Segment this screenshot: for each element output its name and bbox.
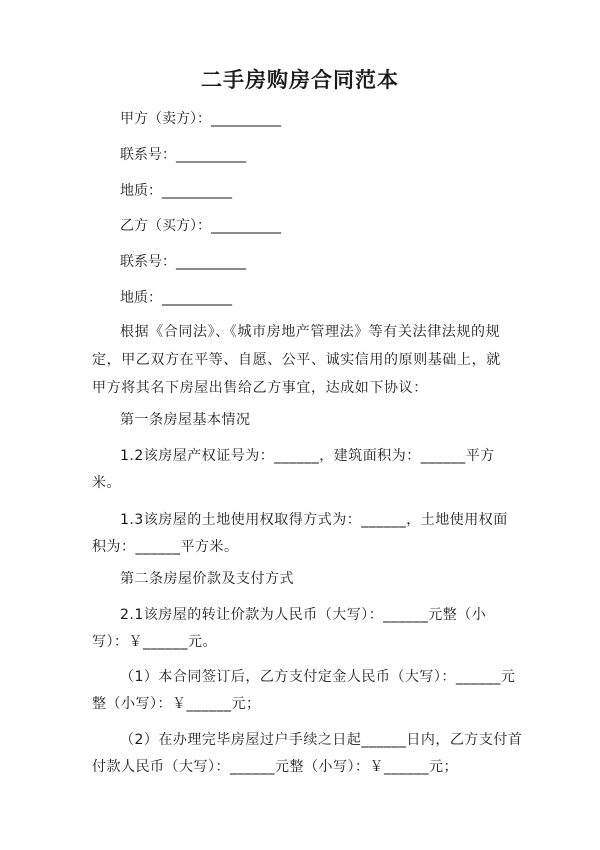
seller-phone-label: 联系号： [120,147,176,163]
item-2-1-line2: 写）：￥______元。 [92,634,217,650]
seller-phone-blank[interactable]: __________ [176,147,246,163]
seller-address-field [120,182,232,200]
intro-paragraph: 根据《合同法》、《城市房地产管理法》等有关法律法规的规定，甲乙双方在平等、自愿、公平、诚实信用的原则基础上，就甲方将其名下房屋出售给乙方事宜，达成如下协议： [92,324,501,396]
seller-field [120,110,281,128]
buyer-address-label: 地质： [120,290,162,306]
payment-2-line2: 付款人民币（大写）：______元整（小写）：￥______元； [92,759,458,775]
seller-phone-field [120,146,246,164]
item-1-2-line2: 米。 [92,475,121,491]
buyer-phone-blank[interactable]: __________ [176,254,246,270]
buyer-field [120,217,281,235]
seller-address-label: 地质： [120,183,162,199]
buyer-address-field [120,289,232,307]
buyer-phone-field [120,253,246,271]
item-1-2-line1: 1.2该房屋产权证号为：______，建筑面积为：______平方 [120,448,495,464]
buyer-phone-label: 联系号： [120,254,176,270]
buyer-address-blank[interactable]: __________ [162,290,232,306]
document-title: 二手房购房合同范本 [201,68,399,92]
payment-1-line1: （1）本合同签订后，乙方支付定金人民币（大写）：______元 [120,669,516,685]
seller-address-blank[interactable]: __________ [162,183,232,199]
article1-heading: 第一条房屋基本情况 [120,412,251,428]
buyer-blank[interactable]: __________ [211,218,281,234]
payment-1-line2: 整（小写）：￥______元； [92,696,261,712]
article2-heading: 第二条房屋价款及支付方式 [120,571,294,587]
payment-2-line1: （2）在办理完毕房屋过户手续之日起______日内，乙方支付首 [120,732,523,748]
seller-blank[interactable]: __________ [211,111,281,127]
buyer-label: 乙方（买方）： [120,218,211,234]
item-1-3-line2: 积为：______平方米。 [92,539,239,555]
item-2-1-line1: 2.1该房屋的转让价款为人民币（大写）：______元整（小 [120,607,487,623]
item-1-3-line1: 1.3该房屋的土地使用权取得方式为：______，土地使用权面 [120,512,508,528]
seller-label: 甲方（卖方）： [120,111,211,127]
